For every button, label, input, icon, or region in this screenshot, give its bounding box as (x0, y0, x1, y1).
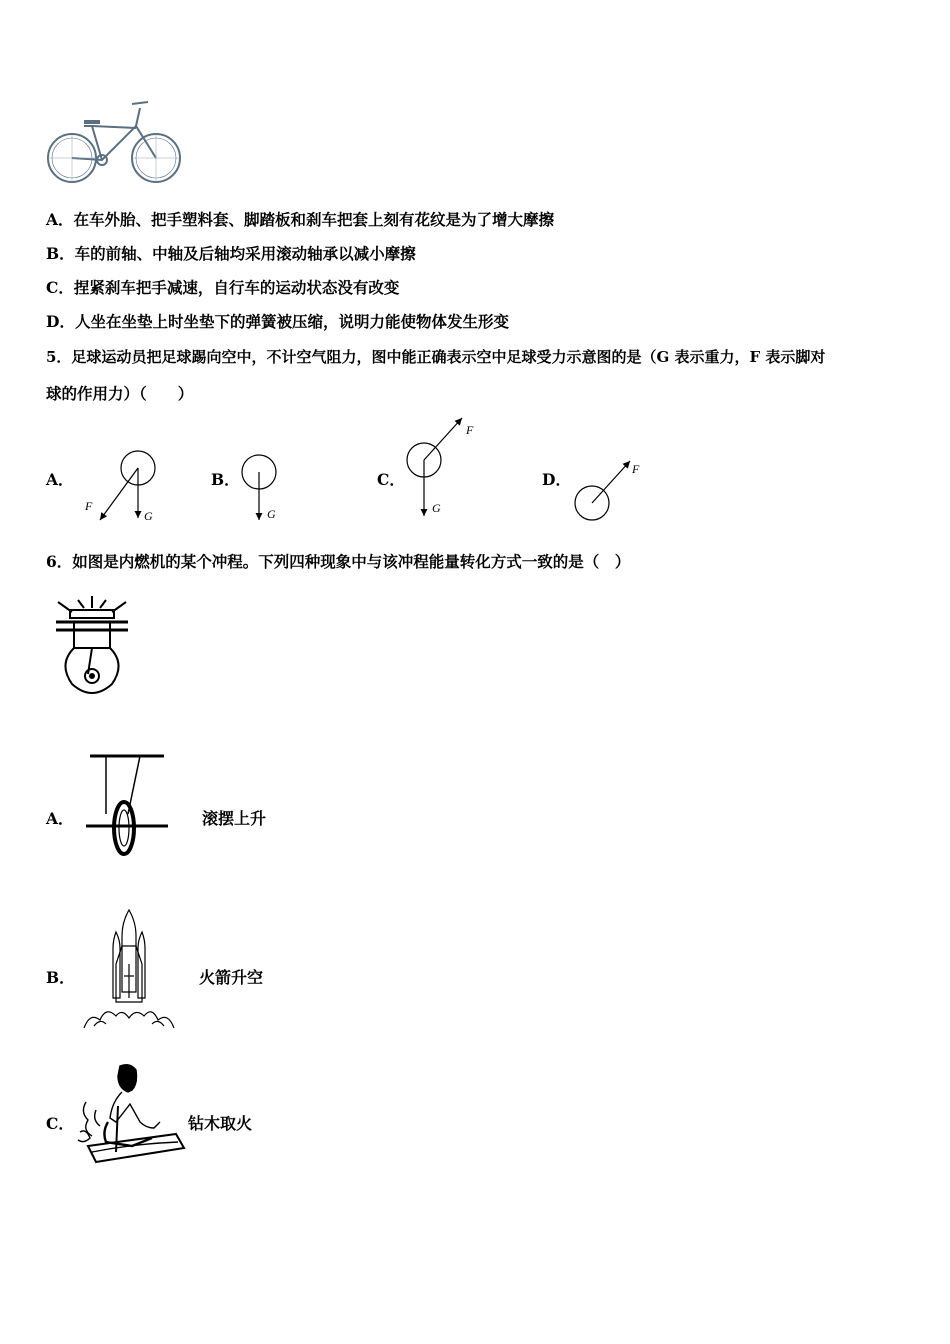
q6-stem: 6．如图是内燃机的某个冲程。下列四种现象中与该冲程能量转化方式一致的是（ ） (46, 552, 631, 571)
q6-option-a-label: A． (46, 809, 74, 828)
q5-c-f-label: F (466, 423, 474, 437)
q4-option-a (46, 209, 554, 231)
q4-option-a-label: A． (46, 210, 74, 229)
q5-option-b-label: B． (211, 470, 240, 489)
q6-option-a-caption: 滚摆上升 (202, 809, 267, 828)
q5-option-d-label: D． (542, 470, 571, 489)
q5-option-a-diagram (80, 440, 170, 530)
q4-option-d-text: 人坐在坐垫上时坐垫下的弹簧被压缩，说明力能使物体发生形变 (74, 312, 509, 331)
q5-c-g-label: G (432, 501, 441, 515)
q5-a-g-label: G (144, 509, 153, 523)
q5-b-g-label: G (267, 507, 276, 521)
q4-option-b-label: B． (46, 244, 75, 263)
q4-option-d (46, 311, 509, 333)
q6-option-b-caption: 火箭升空 (199, 968, 264, 987)
q5-a-f-label: F (85, 499, 93, 513)
q6-option-c-label: C． (46, 1114, 74, 1133)
q5-d-f-label: F (632, 462, 640, 476)
q5-option-c-diagram (400, 410, 490, 525)
q5-stem-line2: 球的作用力）（ ） (46, 384, 194, 403)
q5-option-a-label: A． (46, 470, 74, 489)
q4-option-a-text: 在车外胎、把手塑料套、脚踏板和刹车把套上刻有花纹是为了增大摩擦 (73, 210, 555, 229)
rocket-launch-image (80, 906, 178, 1030)
q6-option-c-caption: 钻木取火 (188, 1114, 253, 1133)
q5-stem-line1: 5．足球运动员把足球踢向空中，不计空气阻力，图中能正确表示空中足球受力示意图的是（G 表示重力，F 表示脚对 (46, 348, 826, 366)
bicycle-image (44, 98, 184, 188)
q4-option-b-text: 车的前轴、中轴及后轴均采用滚动轴承以减小摩擦 (74, 244, 416, 263)
q5-option-b-diagram (235, 450, 295, 530)
q4-option-d-label: D． (46, 312, 75, 331)
rolling-pendulum-image (84, 752, 170, 862)
engine-stroke-image (52, 594, 132, 698)
q5-option-d-diagram (570, 455, 650, 530)
q6-option-b-label: B． (46, 968, 75, 987)
q5-option-c-label: C． (377, 470, 405, 489)
q4-option-c-label: C． (46, 278, 74, 297)
q4-option-c-text: 捏紧刹车把手减速，自行车的运动状态没有改变 (73, 278, 400, 297)
q4-option-b (46, 243, 416, 265)
drilling-wood-fire-image (72, 1062, 188, 1170)
q4-option-c (46, 277, 399, 299)
